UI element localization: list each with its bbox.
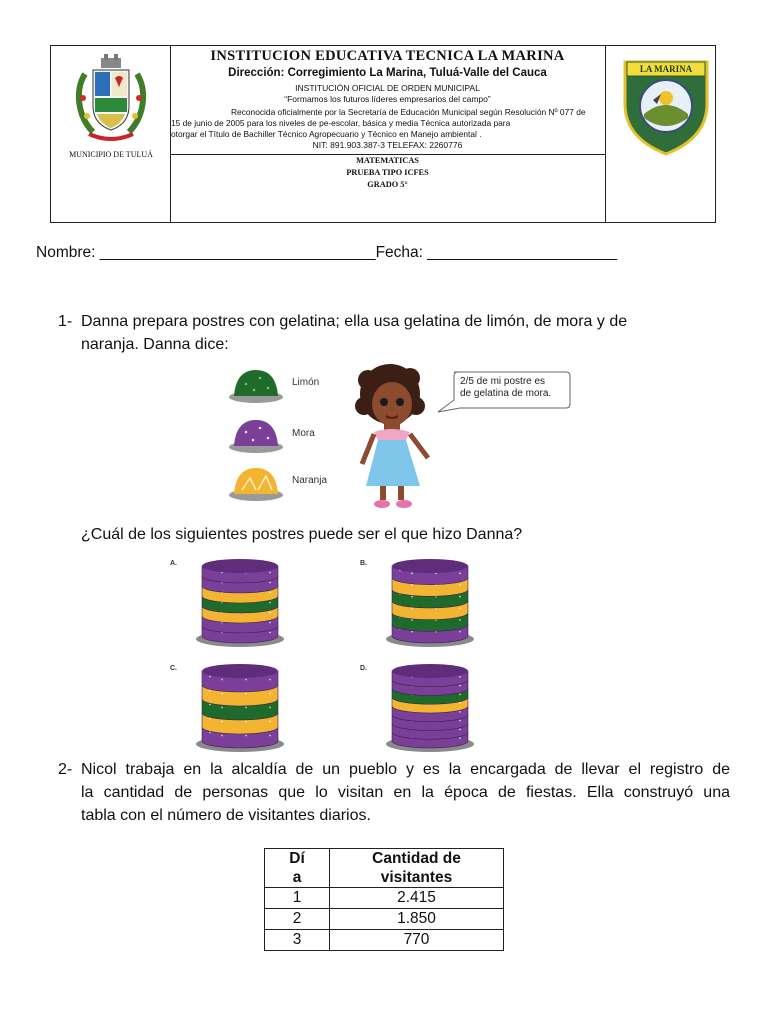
speech-text [460,376,551,400]
dessert-option-c[interactable] [190,661,290,753]
legend-limon: Limón [292,377,320,388]
recognition-line-1: Reconocida oficialmente por la Secretaría de Educación Municipal según Resolución Nº 077 de [231,107,586,117]
subject-title: MATEMATICAS [356,156,419,165]
cell-visitors: 2.415 [330,888,504,909]
institution-motto: “Formamos los futuros líderes empresarios del campo” [284,94,491,104]
table-header-row [265,849,504,888]
header-visitors: Cantidad de visitantes [330,849,504,888]
name-label: Nombre: ________________________________ [36,244,376,261]
girl-illustration [344,360,444,512]
table-row [265,930,504,951]
test-type: PRUEBA TIPO ICFES [346,168,429,177]
recognition-line-2: 15 de junio de 2005 para los niveles de pe-escolar, básica y media Técnica autorizada para [171,118,511,128]
school-logo-text: LA MARINA [639,64,693,74]
visitors-table [264,848,504,951]
cell-visitors: 770 [330,930,504,951]
header-day: Dí a [265,849,330,888]
question-2-line-2: la cantidad de personas que lo visitan en la época de fiestas. Ella construyó una [81,784,730,801]
table-row [265,909,504,930]
question-2-line-1: Nicol trabaja en la alcaldía de un pueblo y es la encargada de llevar el registro de [81,761,730,778]
recognition-line-3: otorgar el Título de Bachiller Técnico Agropecuario y Técnico en Manejo ambiental . [171,129,482,139]
question-2-number: 2- [58,761,73,778]
official-line: INSTITUCIÓN OFICIAL DE ORDEN MUNICIPAL [295,83,480,93]
cell-day: 3 [265,930,330,951]
question-2-line-3: tabla con el número de visitantes diarios. [81,807,371,824]
cell-visitors: 1.850 [330,909,504,930]
municipality-caption: MUNICIPIO DE TULUÁ [69,150,153,159]
school-header [50,45,716,223]
cell-day: 2 [265,909,330,930]
table-row [265,888,504,909]
dessert-option-b[interactable] [380,556,480,648]
header-divider-right [605,46,606,222]
cell-day: 1 [265,888,330,909]
speech-line-1: 2/5 de mi postre es [460,376,546,387]
option-c-letter: C. [170,665,177,672]
option-d-letter: D. [360,665,367,672]
dessert-option-d[interactable] [380,661,480,753]
name-field [36,244,617,262]
institution-address: Dirección: Corregimiento La Marina, Tuluá-Valle del Cauca [228,67,547,79]
option-a-letter: A. [170,560,177,567]
legend-mora: Mora [292,428,315,439]
grade-label: GRADO 5° [367,180,408,189]
institution-name: INSTITUCION EDUCATIVA TECNICA LA MARINA [210,48,565,64]
nit-telefax: NIT: 891.903.387-3 TELEFAX: 2260776 [312,140,463,150]
question-1-line-2: naranja. Danna dice: [81,336,229,353]
dessert-option-a[interactable] [190,556,290,648]
legend-naranja: Naranja [292,475,328,486]
question-1-prompt: ¿Cuál de los siguientes postres puede ser el que hizo Danna? [81,526,523,543]
date-label: Fecha: ______________________ [375,244,617,261]
municipality-crest-icon [71,54,151,146]
question-1-line-1: Danna prepara postres con gelatina; ella usa gelatina de limón, de mora y de [81,313,628,330]
header-divider-middle [170,154,605,155]
option-b-letter: B. [360,560,367,567]
jelly-legend-icons [226,366,286,506]
speech-line-2: de gelatina de mora. [460,388,552,399]
question-1-number: 1- [58,313,73,330]
